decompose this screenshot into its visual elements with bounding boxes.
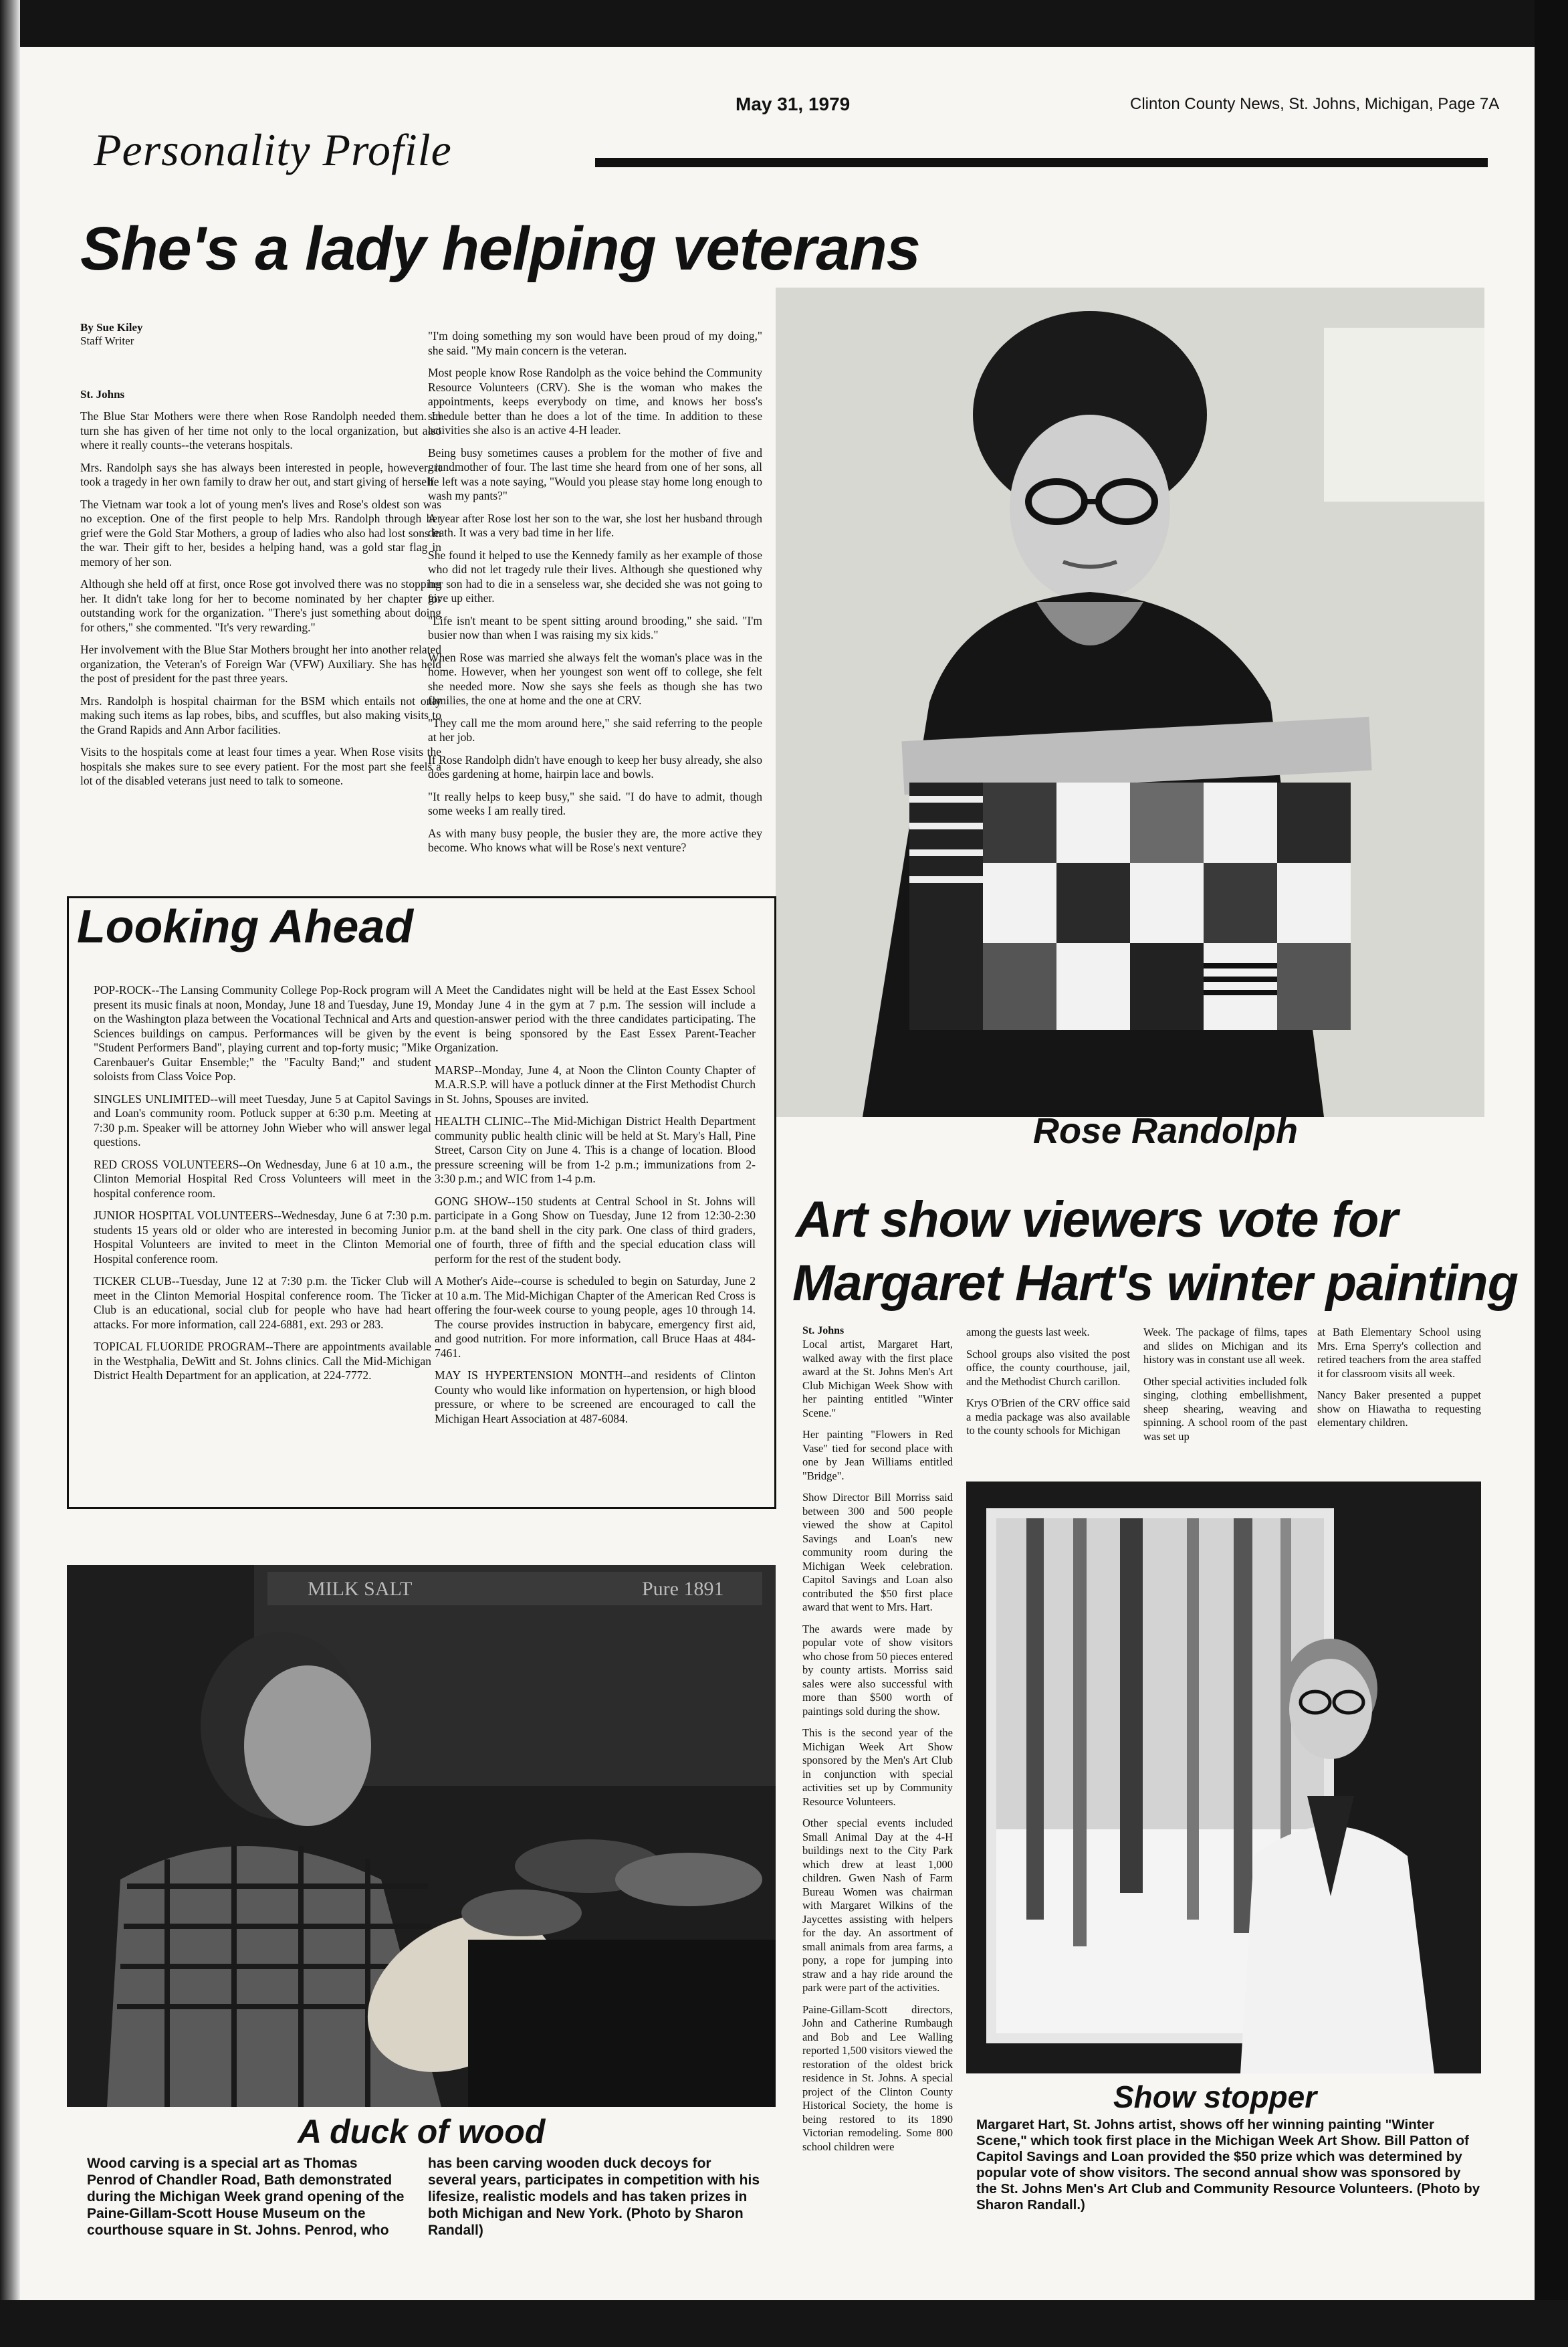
looking-ahead-item: A Meet the Candidates night will be held at the East Essex School Monday June 4 in the gym at 7 p.m. The session will include a question-answer period with the three candidates participating. The event is being sponsored by the East Essex Parent-Teacher Organization. — [435, 983, 756, 1054]
dateline: St. Johns — [80, 388, 125, 401]
looking-ahead-item: TICKER CLUB--Tuesday, June 12 at 7:30 p.m. the Ticker Club will meet in the Clinton Memorial Hospital conference room. The Ticker Club is an educational, social club for people who have had heart attacks. For more information, call 224-6881, ext. 293 or 283. — [94, 1274, 431, 1331]
story1-paragraph: "It really helps to keep busy," she said. "I do have to admit, though some weeks I am really tired. — [428, 789, 762, 817]
story1-paragraph: Visits to the hospitals come at least four times a year. When Rose visits the hospitals she makes sure to see every patient. For the most part she feels a lot of the disabled veterans just need to talk to someone. — [80, 745, 441, 787]
story1-paragraph: A year after Rose lost her son to the war, she lost her husband through death. It was a very bad time in her life. — [428, 511, 762, 539]
story2-paragraph: Show Director Bill Morriss said between 300 and 500 people viewed the show at Capitol Savings and Loan's new community room during the Michigan Week celebration. Capitol Savings and Loan also contributed the $50 first place award that went to Mrs. Hart. — [802, 1491, 953, 1613]
story2-paragraph: Her painting "Flowers in Red Vase" tied for second place with one by Jean Williams entitled "Bridge". — [802, 1428, 953, 1482]
story2-col2-body — [966, 1326, 1130, 1438]
looking-ahead-item: RED CROSS VOLUNTEERS--On Wednesday, June 6 at 10 a.m., the Clinton Memorial Hospital Red Cross Volunteers will meet in the hospital conference room. — [94, 1157, 431, 1200]
publication-line: Clinton County News, St. Johns, Michigan, Page 7A — [1130, 95, 1500, 113]
story2-column-4 — [1317, 1326, 1481, 1438]
looking-ahead-item: MAY IS HYPERTENSION MONTH--and residents of Clinton County who would like information on hypertension, or high blood pressure, or where to be screened are encouraged to call the Michigan Heart Association at 487-6084. — [435, 1368, 756, 1425]
story2-column-3 — [1143, 1326, 1307, 1451]
story2-paragraph: This is the second year of the Michigan Week Art Show sponsored by the Men's Art Club in conjunction with special activities set up by Community Resource Volunteers. — [802, 1726, 953, 1808]
byline: By Sue Kiley — [80, 321, 143, 334]
show-stopper-caption: Margaret Hart, St. Johns artist, shows off her winning painting "Winter Scene," which took first place in the Michigan Week Art Show. Bill Patton of Capitol Savings and Loan provided the $50 prize which was determined by popular vote of show visitors. The second annual show was sponsored by the St. Johns Men's Art Club and Community Resource Volunteers. (Photo by Sharon Randall.) — [976, 2117, 1480, 2213]
looking-ahead-item: JUNIOR HOSPITAL VOLUNTEERS--Wednesday, June 6 at 7:30 p.m. students 15 years old or older who are interested in becoming Junior Hospital Volunteers are invited to meet in the Clinton Memorial Hospital conference room. — [94, 1209, 431, 1265]
byline-role: Staff Writer — [80, 334, 134, 347]
scan-border-left — [0, 0, 20, 2347]
story1-headline: She's a lady helping veterans — [80, 215, 920, 283]
looking-ahead-column-1 — [94, 983, 431, 1391]
shop-sign-text-2: Pure 1891 — [642, 1578, 724, 1600]
winter-scene-photo — [966, 1482, 1481, 2073]
duck-carving-photo — [67, 1565, 776, 2107]
looking-ahead-column-2 — [435, 983, 756, 1434]
story1-paragraph: Mrs. Randolph is hospital chairman for the BSM which entails not only making such items as lap robes, bibs, and scuffles, but also making visits to the Grand Rapids and Ann Arbor facilities. — [80, 694, 441, 736]
looking-ahead-item: POP-ROCK--The Lansing Community College Pop-Rock program will present its music finals at noon, Monday, June 18 and Tuesday, June 19, on the Washington plaza between the Vocational Technical and Arts and Sciences buildings on campus. Performances will be given by the "Student Performers Band", playing current and top-forty music; "Mike Carenbauer's Guitar Ensemble;" the "Faculty Band;" and student soloists from Class Voice Pop. — [94, 983, 431, 1083]
story2-paragraph: School groups also visited the post office, the county courthouse, jail, and the Methodist Church carillon. — [966, 1347, 1130, 1388]
story1-col2-body — [428, 329, 762, 855]
scan-border-bottom — [0, 2300, 1568, 2347]
section-title: Personality Profile — [94, 124, 452, 175]
story1-column-2 — [428, 329, 762, 863]
story2-headline-line1: Art show viewers vote for — [796, 1191, 1397, 1248]
duck-caption-col1: Wood carving is a special art as Thomas Penrod of Chandler Road, Bath demonstrated during the Michigan Week grand opening of the Paine-Gillam-Scott House Museum on the courthouse square in St. Johns. Penrod, who — [87, 2156, 405, 2238]
story1-paragraph: The Blue Star Mothers were there when Rose Randolph needed them. In turn she has given of her time not only to the local organization, but also where it really counts--the veterans hospitals. — [80, 409, 441, 451]
story2-paragraph: Nancy Baker presented a puppet show on Hiawatha to requesting elementary children. — [1317, 1389, 1481, 1429]
story2-dateline: St. Johns — [802, 1325, 845, 1336]
story1-column-1 — [80, 321, 441, 797]
story2-paragraph: Other special events included Small Animal Day at the 4-H buildings next to the City Park which drew at least 1,000 children. Gwen Nash of Farm Bureau Women was chairman with Margaret Wilkins of the Jaycettes assisting with helpers for the day. An assortment of small animals from area farms, a pony, a rope for jumping into straw and a hay ride around the park were part of the activities. — [802, 1817, 953, 1994]
story2-paragraph: Paine-Gillam-Scott directors, John and Catherine Rumbaugh and Bob and Lee Walling reported 1,500 visitors viewed the restoration of the oldest brick residence in St. Johns. A special project of the Clinton County Historical Society, the home is being restored to its 1890 Victorian remodeling. Some 800 school children were — [802, 2003, 953, 2153]
looking-ahead-item: MARSP--Monday, June 4, at Noon the Clinton County Chapter of M.A.R.S.P. will have a potluck dinner at the First Methodist Church in St. Johns, Spouses are invited. — [435, 1063, 756, 1106]
shop-sign-text: MILK SALT — [308, 1578, 413, 1600]
story1-paragraph: She found it helped to use the Kennedy family as her example of those who did not let tragedy rule their lives. Although she questioned why her son had to die in a senseless war, she decided she was not going to give up either. — [428, 548, 762, 605]
winter-scene-illustration — [966, 1482, 1481, 2073]
looking-ahead-item: GONG SHOW--150 students at Central School in St. Johns will participate in a Gong Show on Tuesday, June 12 from 12:30-2:30 p.m. at the band shell in the city park. One class of third graders, one of fourth, three of fifth and the special education class will perform for the rest of the student body. — [435, 1194, 756, 1265]
story2-col4-body — [1317, 1326, 1481, 1430]
story1-paragraph: Mrs. Randolph says she has always been interested in people, however, it took a tragedy in her own family to draw her out, and start giving of herself. — [80, 460, 441, 488]
story1-paragraph: Although she held off at first, once Rose got involved there was no stopping her. It didn't take long for her to become nominated by her chapter for outstanding work for the organization. "There's just something about doing for others," she commented. "It's very rewarding." — [80, 577, 441, 634]
story1-paragraph: If Rose Randolph didn't have enough to keep her busy already, she also does gardening at home, hairpin lace and bowls. — [428, 752, 762, 781]
duck-carving-illustration — [67, 1565, 776, 2107]
story1-paragraph: "I'm doing something my son would have been proud of my doing," she said. "My main concern is the veteran. — [428, 329, 762, 357]
story1-paragraph: "Life isn't meant to be spent sitting around brooding," she said. "I'm busier now than when I was raising my six kids." — [428, 613, 762, 641]
story2-paragraph: at Bath Elementary School using Mrs. Erna Sperry's collection and retired teachers from the area staffed it for classroom visits all week. — [1317, 1326, 1481, 1380]
story2-col1-body — [802, 1338, 953, 2154]
story1-paragraph: As with many busy people, the busier they are, the more active they become. Who knows what will be Rose's next venture? — [428, 826, 762, 854]
looking-ahead-col1-body — [94, 983, 431, 1383]
rose-randolph-illustration — [776, 288, 1484, 1117]
story2-paragraph: Krys O'Brien of the CRV office said a media package was also available to the county schools for Michigan — [966, 1397, 1130, 1437]
scan-border-right — [1535, 0, 1568, 2347]
story2-col3-body — [1143, 1326, 1307, 1443]
story2-paragraph: Local artist, Margaret Hart, walked away with the first place award at the St. Johns Men's Art Club Michigan Week Show with her painting entitled "Winter Scene." — [802, 1338, 953, 1419]
story1-paragraph: The Vietnam war took a lot of young men's lives and Rose's oldest son was no exception. One of the first people to help Mrs. Randolph through her grief were the Gold Star Mothers, a group of ladies who also had lost sons in the war. Their gift to her, besides a helping hand, was a gold star flag in memory of her son. — [80, 497, 441, 569]
rose-randolph-photo — [776, 288, 1484, 1117]
story2-column-1 — [802, 1324, 953, 2162]
show-stopper-title: Show stopper — [1113, 2079, 1317, 2114]
story1-paragraph: Being busy sometimes causes a problem for the mother of five and grandmother of four. The last time she heard from one of her sons, all he left was a note saying, "Would you please stay home long enough to wash my pants?" — [428, 445, 762, 502]
story2-paragraph: Week. The package of films, tapes and slides on Michigan and its history was in constant use all week. — [1143, 1326, 1307, 1366]
looking-ahead-item: SINGLES UNLIMITED--will meet Tuesday, June 5 at Capitol Savings and Loan's community room. Potluck supper at 6:30 p.m. Meeting at 7:30 p.m. Speaker will be attorney John Wieber who will answer legal questions. — [94, 1092, 431, 1148]
story1-paragraph: Most people know Rose Randolph as the voice behind the Community Resource Volunteers (CRV). She is the woman who makes the appointments, keeps everybody on time, and knows her boss's schedule better than he does a lot of the time. In addition to these activities she also is an active 4-H leader. — [428, 366, 762, 437]
story1-paragraph: When Rose was married she always felt the woman's place was in the home. However, when her youngest son went off to college, she felt she needed more. Now she says she feels as though she has two families, the one at home and the one at CRV. — [428, 650, 762, 707]
story1-paragraph: "They call me the mom around here," she said referring to the people at her job. — [428, 716, 762, 744]
story2-column-2 — [966, 1326, 1130, 1446]
looking-ahead-item: HEALTH CLINIC--The Mid-Michigan District Health Department community public health clinic will be held at St. Mary's Hall, Pine Street, Carson City on June 4. This is a change of location. Blood pressure screening will be from 1-2 p.m.; immunizations from 2-3:30 p.m.; and WIC from 1-4 p.m. — [435, 1114, 756, 1185]
rose-photo-caption: Rose Randolph — [1033, 1111, 1299, 1151]
scan-border-top — [0, 0, 1568, 47]
duck-caption-col2: has been carving wooden duck decoys for several years, participates in competition with his lifesize, realistic models and has taken prizes in both Michigan and New York. (Photo by Sharon Randall) — [428, 2156, 760, 2238]
story2-paragraph: among the guests last week. — [966, 1326, 1090, 1338]
story2-paragraph: The awards were made by popular vote of show visitors who chose from 50 pieces entered by county artists. Morriss said sales were also successful with more than $500 worth of paintings sold during the show. — [802, 1622, 953, 1718]
issue-date: May 31, 1979 — [736, 94, 851, 114]
looking-ahead-item: TOPICAL FLUORIDE PROGRAM--There are appointments available in the Westphalia, DeWitt and St. Johns clinics. Call the Mid-Michigan District Health Department for an application, at 224-7772. — [94, 1340, 431, 1382]
duck-photo-title: A duck of wood — [298, 2113, 546, 2150]
looking-ahead-col2-body — [435, 983, 756, 1426]
story1-paragraph: Her involvement with the Blue Star Mothers brought her into another related organization, the Veteran's of Foreign War (VFW) Auxiliary. She has held the post of president for the past three years. — [80, 643, 441, 685]
story2-headline-line2: Margaret Hart's winter painting — [792, 1255, 1519, 1312]
looking-ahead-title: Looking Ahead — [77, 900, 413, 952]
looking-ahead-item: A Mother's Aide--course is scheduled to begin on Saturday, June 2 at 10 a.m. The Mid-Michigan Chapter of the American Red Cross is offering the four-week course to young people, ages 10 through 14. The course provides instruction in babycare, emergency first aid, and good nutrition. For more information, call Bruce Haas at 484-7461. — [435, 1274, 756, 1360]
story1-col1-body — [80, 409, 441, 789]
story2-paragraph: Other special activities included folk singing, clothing embellishment, sheep shearing, weaving and spinning. A school room of the past was set up — [1143, 1374, 1307, 1443]
section-rule — [595, 158, 1488, 167]
